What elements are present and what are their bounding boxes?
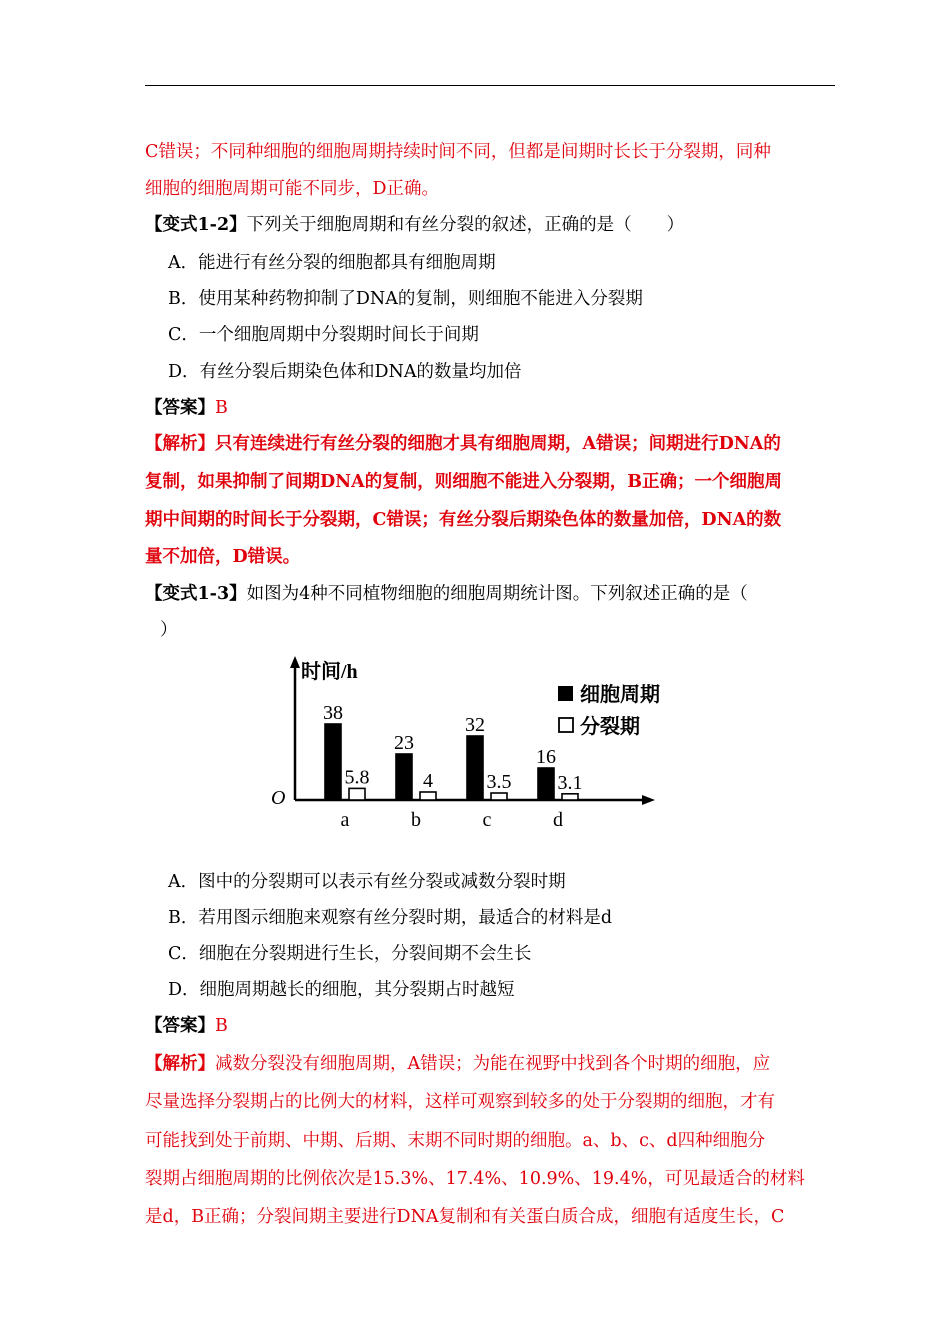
option-c: C．一个细胞周期中分裂期时间长于间期	[168, 325, 479, 345]
legend-swatch	[559, 718, 573, 732]
question-tag: 【变式1-3】	[145, 584, 247, 604]
question-1-2	[145, 213, 684, 237]
analysis-text: 是d，B正确；分裂间期主要进行DNA复制和有关蛋白质合成，细胞有适度生长，C	[145, 1207, 785, 1227]
option-a: A．图中的分裂期可以表示有丝分裂或减数分裂时期	[168, 872, 566, 892]
header-rule	[145, 85, 835, 86]
analysis-text: 复制，如果抑制了间期DNA的复制，则细胞不能进入分裂期，B正确；一个细胞周	[145, 472, 783, 492]
legend-label: 细胞周期	[580, 684, 660, 706]
analysis-text: 尽量选择分裂期占的比例大的材料，这样可观察到较多的处于分裂期的细胞，才有	[145, 1092, 775, 1112]
data-label: 38	[323, 702, 343, 724]
analysis-line	[145, 1052, 770, 1076]
question-stem: 下列关于细胞周期和有丝分裂的叙述，正确的是（ ）	[246, 215, 685, 235]
bar-cell-cycle-a	[325, 724, 341, 800]
question-stem-close: ）	[160, 620, 178, 640]
x-tick-label: b	[411, 809, 421, 831]
bar-division-a	[349, 788, 365, 800]
question-tag: 【变式1-2】	[145, 215, 247, 235]
option-d: D．细胞周期越长的细胞，其分裂期占时越短	[168, 980, 515, 1000]
option-a: A．能进行有丝分裂的细胞都具有细胞周期	[168, 253, 496, 273]
text-line: C错误；不同种细胞的细胞周期持续时间不同，但都是间期时长长于分裂期，同种	[145, 142, 771, 162]
legend-label: 分裂期	[580, 716, 640, 738]
option-d: D．有丝分裂后期染色体和DNA的数量均加倍	[168, 362, 522, 382]
chart-legend	[558, 682, 660, 738]
bar-cell-cycle-c	[467, 736, 483, 800]
answer-value: B	[215, 1016, 228, 1036]
answer-tag: 【答案】	[145, 398, 215, 418]
option-b: B．若用图示细胞来观察有丝分裂时期，最适合的材料是d	[168, 908, 613, 928]
data-label: 3.5	[486, 771, 512, 793]
y-axis-label: 时间/h	[301, 661, 358, 683]
bar-cell-cycle-d	[538, 768, 554, 800]
bar-division-b	[420, 792, 436, 800]
analysis-tag: 【解析】	[145, 434, 215, 454]
data-label: 5.8	[344, 766, 370, 789]
analysis-text: 减数分裂没有细胞周期，A错误；为能在视野中找到各个时期的细胞，应	[215, 1054, 771, 1074]
x-tick-label: a	[340, 809, 350, 831]
text-line: 细胞的细胞周期可能不同步，D正确。	[145, 179, 440, 199]
option-c: C．细胞在分裂期进行生长，分裂间期不会生长	[168, 944, 532, 964]
bar-division-c	[491, 793, 507, 800]
data-label: 32	[465, 714, 485, 736]
answer-line	[145, 396, 228, 420]
data-label: 3.1	[557, 771, 583, 794]
bar-cell-cycle-b	[396, 754, 412, 800]
x-axis-arrow	[642, 795, 655, 805]
bar-division-d	[562, 794, 578, 800]
analysis-text: 量不加倍，D错误。	[145, 547, 301, 567]
data-label: 23	[394, 732, 414, 754]
analysis-text: 裂期占细胞周期的比例依次是15.3%、17.4%、10.9%、19.4%，可见最适合的材料	[145, 1169, 805, 1189]
analysis-text: 只有连续进行有丝分裂的细胞才具有细胞周期，A错误；间期进行DNA的	[215, 434, 781, 454]
analysis-text: 期中间期的时间长于分裂期，C错误；有丝分裂后期染色体的数量加倍，DNA的数	[145, 510, 782, 530]
analysis-line	[145, 432, 781, 456]
x-tick-label: c	[482, 809, 492, 831]
legend-swatch	[558, 686, 573, 701]
origin-label: O	[271, 787, 286, 809]
answer-line	[145, 1014, 228, 1038]
analysis-text: 可能找到处于前期、中期、后期、末期不同时期的细胞。a、b、c、d四种细胞分	[145, 1131, 766, 1151]
question-stem: 如图为4种不同植物细胞的细胞周期统计图。下列叙述正确的是（	[246, 584, 748, 604]
y-axis-arrow	[290, 656, 300, 668]
question-1-3	[145, 582, 748, 606]
answer-value: B	[215, 398, 228, 418]
x-tick-label: d	[553, 809, 563, 831]
data-label: 4	[423, 770, 433, 792]
data-label: 16	[536, 746, 556, 768]
option-b: B．使用某种药物抑制了DNA的复制，则细胞不能进入分裂期	[168, 289, 643, 309]
analysis-tag: 【解析】	[145, 1054, 215, 1074]
cell-cycle-chart	[265, 652, 685, 842]
answer-tag: 【答案】	[145, 1016, 215, 1036]
